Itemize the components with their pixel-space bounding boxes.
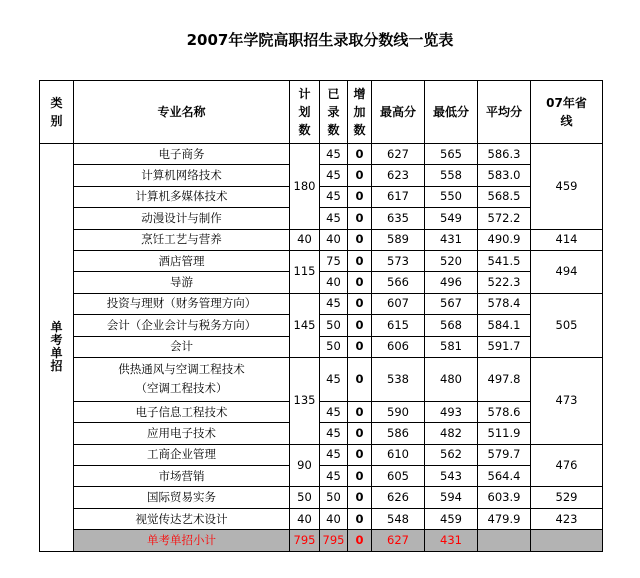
table-row (40, 250, 603, 271)
admitted-count: 40 (320, 508, 348, 529)
major-name: 烹饪工艺与营养 (74, 229, 290, 250)
header-major: 专业名称 (74, 81, 290, 144)
min-score: 550 (425, 186, 478, 207)
avg-score: 479.9 (478, 508, 531, 529)
subtotal-admitted: 795 (320, 530, 348, 551)
avg-score: 578.6 (478, 401, 531, 422)
table-row (40, 208, 603, 229)
table-row (40, 357, 603, 401)
avg-score: 497.8 (478, 357, 531, 401)
max-score: 589 (372, 229, 425, 250)
major-name: 视觉传达艺术设计 (74, 508, 290, 529)
table-row (40, 401, 603, 422)
max-score: 586 (372, 423, 425, 444)
added-count: 0 (348, 208, 372, 229)
header-admitted: 已 录 数 (320, 81, 348, 144)
admission-score-table (39, 80, 603, 552)
admitted-count: 45 (320, 423, 348, 444)
max-score: 605 (372, 466, 425, 487)
added-count: 0 (348, 466, 372, 487)
admitted-count: 45 (320, 357, 348, 401)
avg-score: 583.0 (478, 165, 531, 186)
min-score: 543 (425, 466, 478, 487)
min-score: 567 (425, 293, 478, 314)
table-row (40, 229, 603, 250)
added-count: 0 (348, 444, 372, 465)
min-score: 581 (425, 336, 478, 357)
header-added: 增 加 数 (348, 81, 372, 144)
max-score: 590 (372, 401, 425, 422)
plan-count: 135 (290, 357, 320, 444)
table-row (40, 487, 603, 508)
added-count: 0 (348, 357, 372, 401)
plan-count: 90 (290, 444, 320, 487)
admitted-count: 45 (320, 444, 348, 465)
max-score: 626 (372, 487, 425, 508)
min-score: 459 (425, 508, 478, 529)
major-name: 电子商务 (74, 144, 290, 165)
province-line: 414 (531, 229, 603, 250)
min-score: 562 (425, 444, 478, 465)
added-count: 0 (348, 315, 372, 336)
added-count: 0 (348, 293, 372, 314)
added-count: 0 (348, 250, 372, 271)
added-count: 0 (348, 186, 372, 207)
table-row (40, 165, 603, 186)
table-row (40, 293, 603, 314)
subtotal-line (531, 530, 603, 551)
plan-count: 50 (290, 487, 320, 508)
avg-score: 522.3 (478, 272, 531, 293)
added-count: 0 (348, 336, 372, 357)
province-line: 473 (531, 357, 603, 444)
major-name: 计算机多媒体技术 (74, 186, 290, 207)
min-score: 565 (425, 144, 478, 165)
header-line: 07年省 线 (531, 81, 603, 144)
subtotal-min: 431 (425, 530, 478, 551)
max-score: 627 (372, 144, 425, 165)
table-row (40, 272, 603, 293)
admitted-count: 45 (320, 401, 348, 422)
category-cell: 单 考 单 招 (40, 144, 74, 552)
added-count: 0 (348, 508, 372, 529)
page-title: 2007年学院高职招生录取分数线一览表 (186, 31, 454, 49)
plan-count: 115 (290, 250, 320, 293)
plan-count: 40 (290, 229, 320, 250)
max-score: 548 (372, 508, 425, 529)
subtotal-avg (478, 530, 531, 551)
major-name: 动漫设计与制作 (74, 208, 290, 229)
added-count: 0 (348, 487, 372, 508)
subtotal-max: 627 (372, 530, 425, 551)
max-score: 623 (372, 165, 425, 186)
max-score: 615 (372, 315, 425, 336)
avg-score: 603.9 (478, 487, 531, 508)
avg-score: 586.3 (478, 144, 531, 165)
table-row (40, 423, 603, 444)
added-count: 0 (348, 144, 372, 165)
admitted-count: 45 (320, 466, 348, 487)
major-name: 电子信息工程技术 (74, 401, 290, 422)
avg-score: 490.9 (478, 229, 531, 250)
max-score: 566 (372, 272, 425, 293)
major-name: 市场营销 (74, 466, 290, 487)
major-name: 导游 (74, 272, 290, 293)
added-count: 0 (348, 401, 372, 422)
major-name: 计算机网络技术 (74, 165, 290, 186)
header-category: 类 别 (40, 81, 74, 144)
max-score: 610 (372, 444, 425, 465)
min-score: 480 (425, 357, 478, 401)
province-line: 459 (531, 144, 603, 230)
province-line: 423 (531, 508, 603, 529)
plan-count: 40 (290, 508, 320, 529)
admitted-count: 50 (320, 315, 348, 336)
plan-count: 180 (290, 144, 320, 230)
major-name: 供热通风与空调工程技术 （空调工程技术） (74, 357, 290, 401)
subtotal-row (40, 530, 603, 551)
min-score: 558 (425, 165, 478, 186)
province-line: 505 (531, 293, 603, 357)
table-row (40, 315, 603, 336)
min-score: 594 (425, 487, 478, 508)
min-score: 568 (425, 315, 478, 336)
added-count: 0 (348, 229, 372, 250)
min-score: 431 (425, 229, 478, 250)
major-name: 会计 (74, 336, 290, 357)
admitted-count: 75 (320, 250, 348, 271)
added-count: 0 (348, 272, 372, 293)
max-score: 617 (372, 186, 425, 207)
max-score: 635 (372, 208, 425, 229)
admitted-count: 50 (320, 487, 348, 508)
max-score: 538 (372, 357, 425, 401)
admitted-count: 40 (320, 229, 348, 250)
province-line: 494 (531, 250, 603, 293)
table-row (40, 508, 603, 529)
admitted-count: 45 (320, 165, 348, 186)
table-row (40, 336, 603, 357)
avg-score: 584.1 (478, 315, 531, 336)
avg-score: 591.7 (478, 336, 531, 357)
admitted-count: 45 (320, 208, 348, 229)
subtotal-label: 单考单招小计 (74, 530, 290, 551)
min-score: 482 (425, 423, 478, 444)
admitted-count: 45 (320, 293, 348, 314)
header-max: 最高分 (372, 81, 425, 144)
admitted-count: 45 (320, 144, 348, 165)
max-score: 573 (372, 250, 425, 271)
min-score: 549 (425, 208, 478, 229)
avg-score: 579.7 (478, 444, 531, 465)
province-line: 476 (531, 444, 603, 487)
table-row (40, 444, 603, 465)
table-row (40, 466, 603, 487)
major-name: 应用电子技术 (74, 423, 290, 444)
major-name: 工商企业管理 (74, 444, 290, 465)
avg-score: 572.2 (478, 208, 531, 229)
avg-score: 578.4 (478, 293, 531, 314)
subtotal-plan: 795 (290, 530, 320, 551)
header-min: 最低分 (425, 81, 478, 144)
subtotal-added: 0 (348, 530, 372, 551)
added-count: 0 (348, 165, 372, 186)
admitted-count: 50 (320, 336, 348, 357)
admitted-count: 40 (320, 272, 348, 293)
plan-count: 145 (290, 293, 320, 357)
major-name: 会计（企业会计与税务方向） (74, 315, 290, 336)
province-line: 529 (531, 487, 603, 508)
avg-score: 564.4 (478, 466, 531, 487)
table-row (40, 144, 603, 165)
added-count: 0 (348, 423, 372, 444)
max-score: 607 (372, 293, 425, 314)
avg-score: 511.9 (478, 423, 531, 444)
major-name: 酒店管理 (74, 250, 290, 271)
major-name: 投资与理财（财务管理方向） (74, 293, 290, 314)
max-score: 606 (372, 336, 425, 357)
min-score: 493 (425, 401, 478, 422)
avg-score: 568.5 (478, 186, 531, 207)
header-avg: 平均分 (478, 81, 531, 144)
avg-score: 541.5 (478, 250, 531, 271)
table-row (40, 186, 603, 207)
admitted-count: 45 (320, 186, 348, 207)
major-name: 国际贸易实务 (74, 487, 290, 508)
min-score: 496 (425, 272, 478, 293)
min-score: 520 (425, 250, 478, 271)
header-plan: 计 划 数 (290, 81, 320, 144)
